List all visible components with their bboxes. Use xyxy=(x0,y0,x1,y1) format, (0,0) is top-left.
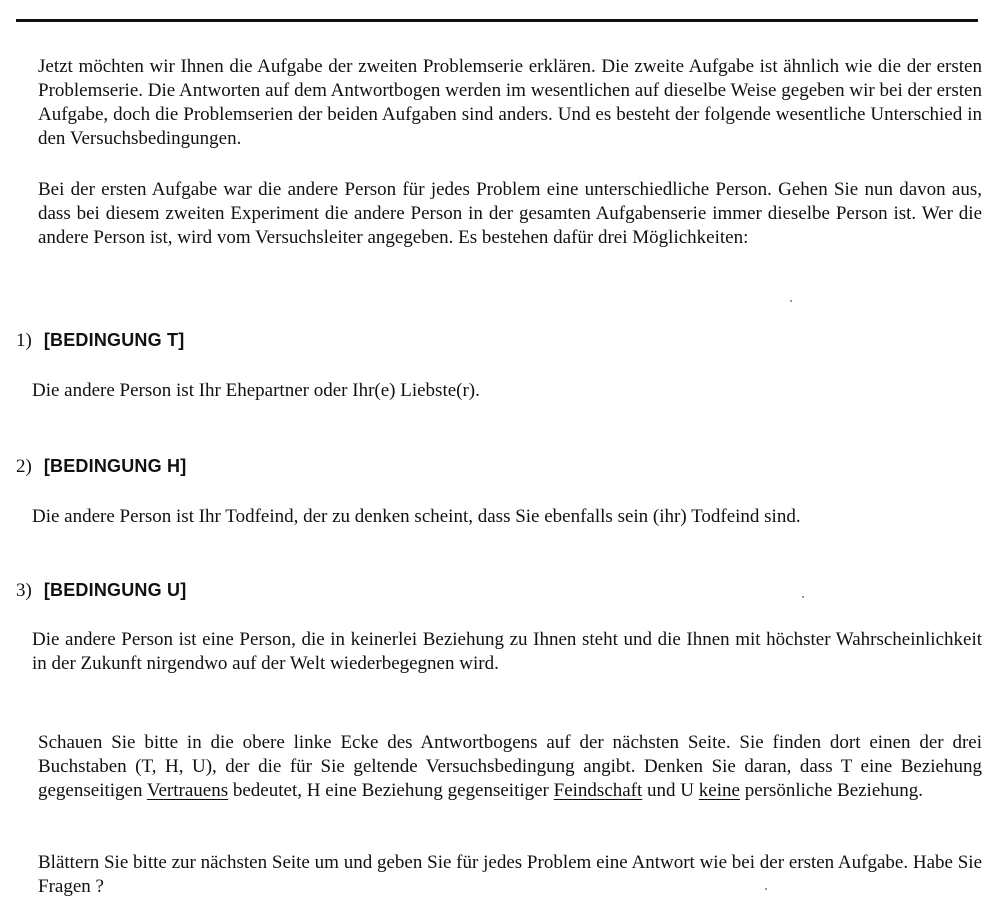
instructions-paragraph xyxy=(16,731,982,803)
underlined-feindschaft: Feindschaft xyxy=(553,780,643,801)
scan-speck xyxy=(790,300,792,302)
intro-paragraph-2 xyxy=(16,178,982,250)
instructions-text xyxy=(16,731,982,803)
closing-text: Blättern Sie bitte zur nächsten Seite um und geben Sie für jedes Problem eine Antwort wie bei der ersten Aufgabe. Habe Sie Fragen ? xyxy=(38,852,982,897)
condition-label: [BEDINGUNG U] xyxy=(43,580,187,600)
condition-text-h: Die andere Person ist Ihr Todfeind, der zu denken scheint, dass Sie ebenfalls sein (ihr) Todfeind sind. xyxy=(32,506,801,527)
instructions-part-2: bedeutet, H eine Beziehung gegenseitiger xyxy=(228,780,554,801)
condition-heading-h xyxy=(16,454,186,479)
condition-text-u: Die andere Person ist eine Person, die in keinerlei Beziehung zu Ihnen steht und die Ihnen mit höchster Wahrscheinlichkeit in der Zukunft nirgendwo auf der Welt wiederbegegnen wird. xyxy=(32,629,982,674)
condition-heading-t xyxy=(16,328,184,353)
underlined-keine: keine xyxy=(698,780,740,801)
instructions-part-1: Schauen Sie bitte in die obere linke Ecke des Antwortbogens auf der nächsten Seite. Sie finden dort einen der drei Buchstaben (T, H, U), der die für Sie geltende Versuchsbedingung angibt. Denken Sie daran, dass T eine Beziehung gegenseitigen xyxy=(38,732,982,801)
condition-number: 2) xyxy=(16,456,32,477)
intro-paragraph-1 xyxy=(16,55,982,151)
condition-number: 3) xyxy=(16,580,32,601)
condition-text-t: Die andere Person ist Ihr Ehepartner oder Ihr(e) Liebste(r). xyxy=(32,380,480,401)
intro-text-2: Bei der ersten Aufgabe war die andere Person für jedes Problem eine unterschiedliche Person. Gehen Sie nun davon aus, dass bei diesem zweiten Experiment die andere Person in der gesamten Aufgabenserie immer dieselbe Person ist. Wer die andere Person ist, wird vom Versuchsleiter angegeben. Es bestehen dafür drei Möglichkeiten: xyxy=(38,179,982,248)
instructions-part-3: und U xyxy=(642,780,699,801)
condition-label: [BEDINGUNG H] xyxy=(43,456,187,476)
closing-paragraph xyxy=(16,851,982,899)
condition-label: [BEDINGUNG T] xyxy=(43,330,185,350)
scan-speck xyxy=(765,888,767,890)
underlined-vertrauens: Vertrauens xyxy=(146,780,229,801)
intro-text-1: Jetzt möchten wir Ihnen die Aufgabe der zweiten Problemserie erklären. Die zweite Aufgabe ist ähnlich wie die der ersten Problemserie. Die Antworten auf dem Antwortbogen werden im wesentlichen auf dieselbe Weise gegeben wir bei der ersten Aufgabe, doch die Problemserien der beiden Aufgaben sind anders. Und es besteht der folgende wesentliche Unterschied in den Versuchsbedingungen. xyxy=(38,56,982,149)
scan-speck xyxy=(802,596,804,598)
condition-number: 1) xyxy=(16,330,32,351)
condition-heading-u xyxy=(16,578,186,603)
top-rule xyxy=(16,19,978,22)
instructions-part-4: persönliche Beziehung. xyxy=(739,780,924,801)
